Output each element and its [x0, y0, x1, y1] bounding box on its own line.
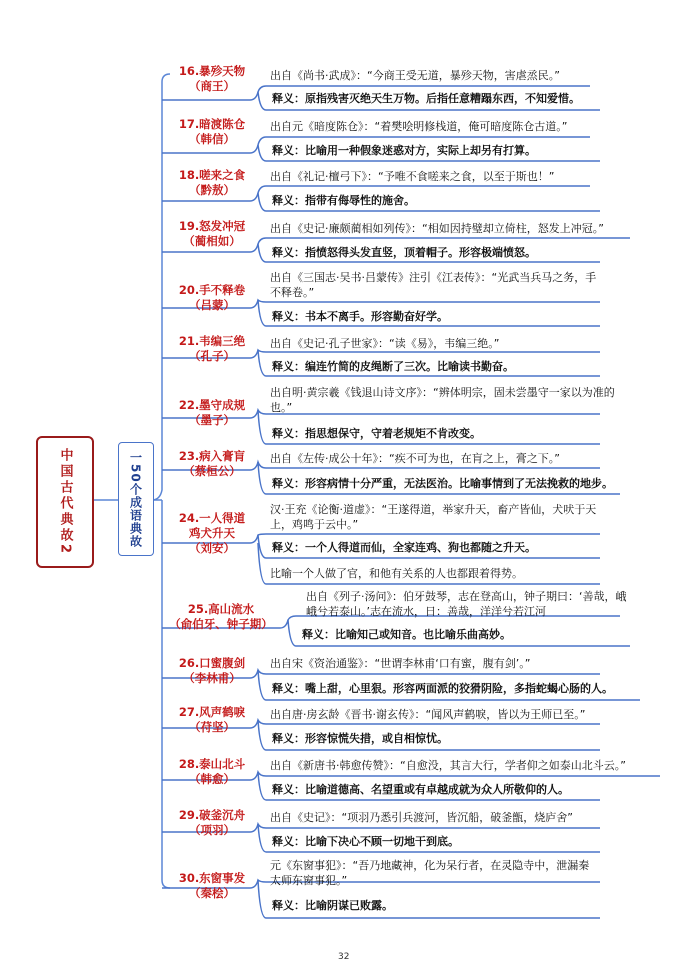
idiom-title: 24.一人得道鸡犬升天 （刘安）	[178, 511, 246, 555]
idiom-source: 出自《史记·孔子世家》：“读《易》，韦编三绝。”	[270, 337, 500, 350]
idiom-source: 出自《左传·成公十年》：“疾不可为也，在肓之上，膏之下。”	[270, 452, 560, 465]
idiom-title: 27.风声鹤唳 （苻坚）	[178, 705, 246, 734]
idiom-title: 22.墨守成规 （墨子）	[178, 398, 246, 427]
idiom-source: 出自《新唐书·韩愈传赞》：“自愈没，其言大行，学者仰之如泰山北斗云。”	[270, 759, 626, 772]
root-node	[36, 436, 94, 568]
idiom-explanation: 释义：指愤怒得头发直竖，顶着帽子。形容极端愤怒。	[272, 246, 536, 259]
idiom-source: 出自《礼记·檀弓下》：“予唯不食嗟来之食，以至于斯也！”	[270, 170, 555, 183]
idiom-source: 出自《史记·廉颇蔺相如列传》：“相如因持璧却立倚柱，怒发上冲冠。”	[270, 222, 604, 235]
idiom-explanation: 释义：比喻阴谋已败露。	[272, 899, 393, 912]
category-node	[118, 442, 154, 556]
idiom-explanation-extra: 比喻一个人做了官，和他有关系的人也都跟着得势。	[270, 567, 523, 580]
idiom-explanation: 释义：编连竹简的皮绳断了三次。比喻读书勤奋。	[272, 360, 514, 373]
idiom-title: 20.手不释卷 （吕蒙）	[178, 283, 246, 312]
idiom-explanation: 释义：比喻知己或知音。也比喻乐曲高妙。	[302, 628, 511, 641]
idiom-source: 出自《尚书·武成》：“今商王受无道，暴殄天物，害虐烝民。”	[270, 69, 560, 82]
idiom-source: 出自唐·房玄龄《晋书·谢玄传》：“闻风声鹤唳，皆以为王师已至。”	[270, 708, 586, 721]
page-number: 32	[338, 952, 350, 962]
idiom-explanation: 释义：形容惊慌失措，或自相惊忧。	[272, 732, 448, 745]
idiom-source: 出自明·黄宗羲《钱退山诗文序》：“辨体明宗，固未尝墨守一家以为准的也。”	[270, 386, 615, 414]
idiom-explanation: 释义：比喻道德高、名望重或有卓越成就为众人所敬仰的人。	[272, 783, 569, 796]
idiom-title: 30.东窗事发 （秦桧）	[178, 871, 246, 900]
idiom-source: 元《东窗事犯》：“吾乃地藏神，化为呆行者，在灵隐寺中，泄漏秦太师东窗事犯。”	[270, 859, 590, 887]
idiom-title: 19.怒发冲冠 （蔺相如）	[178, 219, 246, 248]
idiom-title: 26.口蜜腹剑 （李林甫）	[178, 656, 246, 685]
idiom-source: 出自宋《资治通鉴》：“世谓李林甫‘口有蜜，腹有剑’。”	[270, 657, 531, 670]
idiom-explanation: 释义：书本不离手。形容勤奋好学。	[272, 310, 448, 323]
idiom-source: 汉·王充《论衡·道虚》：“王遂得道，举家升天，畜产皆仙，犬吠于天上，鸡鸣于云中。”	[270, 503, 597, 531]
idiom-title: 29.破釜沉舟 （项羽）	[178, 808, 246, 837]
idiom-explanation: 释义：指思想保守，守着老规矩不肯改变。	[272, 427, 481, 440]
idiom-title: 23.病入膏肓 （蔡桓公）	[178, 449, 246, 478]
idiom-title: 16.暴殄天物 （商王）	[178, 64, 246, 93]
category-title: 一50个成语典故	[128, 450, 143, 548]
idiom-title: 17.暗渡陈仓 （韩信）	[178, 117, 246, 146]
idiom-source: 出自《列子·汤问》：伯牙鼓琴，志在登高山，钟子期曰：‘善哉，峨峨兮若泰山。’志在流水，日：善哉，洋洋兮若江河	[306, 590, 627, 618]
idiom-source: 出自《史记》：“项羽乃悉引兵渡河，皆沉船，破釜甑，烧庐舍”	[270, 811, 573, 824]
idiom-explanation: 释义：一个人得道而仙，全家连鸡、狗也都随之升天。	[272, 541, 536, 554]
idiom-source: 出自元《暗度陈仓》：“着樊哙明修栈道，俺可暗度陈仓古道。”	[270, 120, 568, 133]
idiom-title: 18.嗟来之食 （黔敖）	[178, 168, 246, 197]
idiom-explanation: 释义：比喻用一种假象迷惑对方，实际上却另有打算。	[272, 144, 536, 157]
idiom-title: 28.泰山北斗 （韩愈）	[178, 757, 246, 786]
idiom-title: 21.韦编三绝 （孔子）	[178, 334, 246, 363]
idiom-explanation: 释义：指带有侮辱性的施舍。	[272, 194, 415, 207]
idiom-source: 出自《三国志·吴书·吕蒙传》注引《江表传》：“光武当兵马之务，手不释卷。”	[270, 271, 597, 299]
root-title: 中国古代典故2	[57, 447, 73, 557]
idiom-explanation: 释义：嘴上甜，心里狠。形容两面派的狡猾阴险，多指蛇蝎心肠的人。	[272, 682, 613, 695]
idiom-title: 25.高山流水 （俞伯牙、钟子期）	[169, 602, 273, 631]
idiom-explanation: 释义：原指残害灭绝天生万物。后指任意糟蹋东西，不知爱惜。	[272, 92, 580, 105]
idiom-explanation: 释义：比喻下决心不顾一切地干到底。	[272, 835, 459, 848]
idiom-explanation: 释义：形容病情十分严重，无法医治。比喻事情到了无法挽救的地步。	[272, 477, 613, 490]
